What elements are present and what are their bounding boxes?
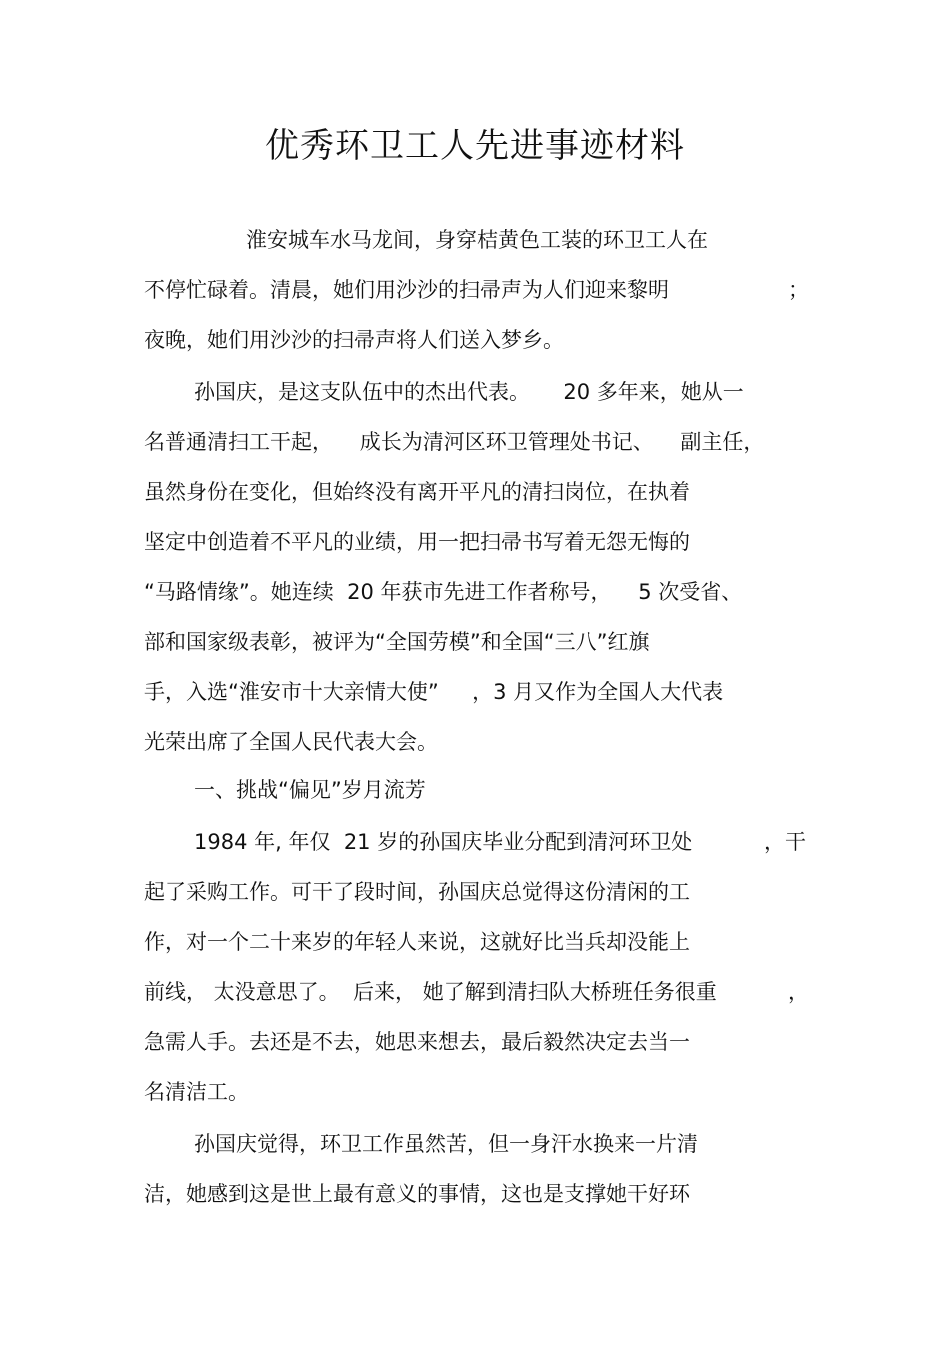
text-line: 作，对一个二十来岁的年轻人来说，这就好比当兵却没能上 [144, 930, 690, 954]
text-line: 名普通清扫工干起， 成长为清河区环卫管理处书记、 副主任， [144, 430, 765, 454]
text-line: 不停忙碌着。清晨，她们用沙沙的扫帚声为人们迎来黎明 [144, 278, 669, 302]
text-line: 孙国庆觉得，环卫工作虽然苦，但一身汗水换来一片清 [194, 1132, 698, 1156]
text-line: 孙国庆，是这支队伍中的杰出代表。 20 多年来，她从一 [194, 380, 744, 404]
text-line: 手，入选“淮安市十大亲情大使” ，3 月又作为全国人大代表 [144, 680, 724, 704]
text-line: 起了采购工作。可干了段时间，孙国庆总觉得这份清闲的工 [144, 880, 690, 904]
text-line: 急需人手。去还是不去，她思来想去，最后毅然决定去当一 [144, 1030, 690, 1054]
line-tail: ， [788, 980, 809, 1004]
text-line: 虽然身份在变化，但始终没有离开平凡的清扫岗位，在执着 [144, 480, 690, 504]
document-title: 优秀环卫工人先进事迹材料 [265, 126, 685, 166]
text-line: 光荣出席了全国人民代表大会。 [144, 730, 438, 754]
text-line: 夜晚，她们用沙沙的扫帚声将人们送入梦乡。 [144, 328, 564, 352]
text-line: 坚定中创造着不平凡的业绩，用一把扫帚书写着无怨无悔的 [144, 530, 690, 554]
line-tail: ； [788, 278, 809, 302]
text-line: 淮安城车水马龙间，身穿桔黄色工装的环卫工人在 [246, 228, 708, 252]
text-line: 洁，她感到这是世上最有意义的事情，这也是支撑她干好环 [144, 1182, 690, 1206]
text-line: 名清洁工。 [144, 1080, 249, 1104]
text-line: 前线， 太没意思了。 后来， 她了解到清扫队大桥班任务很重 [144, 980, 717, 1004]
section-heading: 一、挑战“偏见”岁月流芳 [194, 778, 426, 802]
line-tail: ，干 [764, 830, 806, 854]
text-line: 部和国家级表彰，被评为“全国劳模”和全国“三八”红旗 [144, 630, 650, 654]
text-line: “马路情缘”。她连续 20 年获市先进工作者称号， 5 次受省、 [144, 580, 743, 604]
text-line: 1984 年, 年仅 21 岁的孙国庆毕业分配到清河环卫处 [194, 830, 693, 854]
